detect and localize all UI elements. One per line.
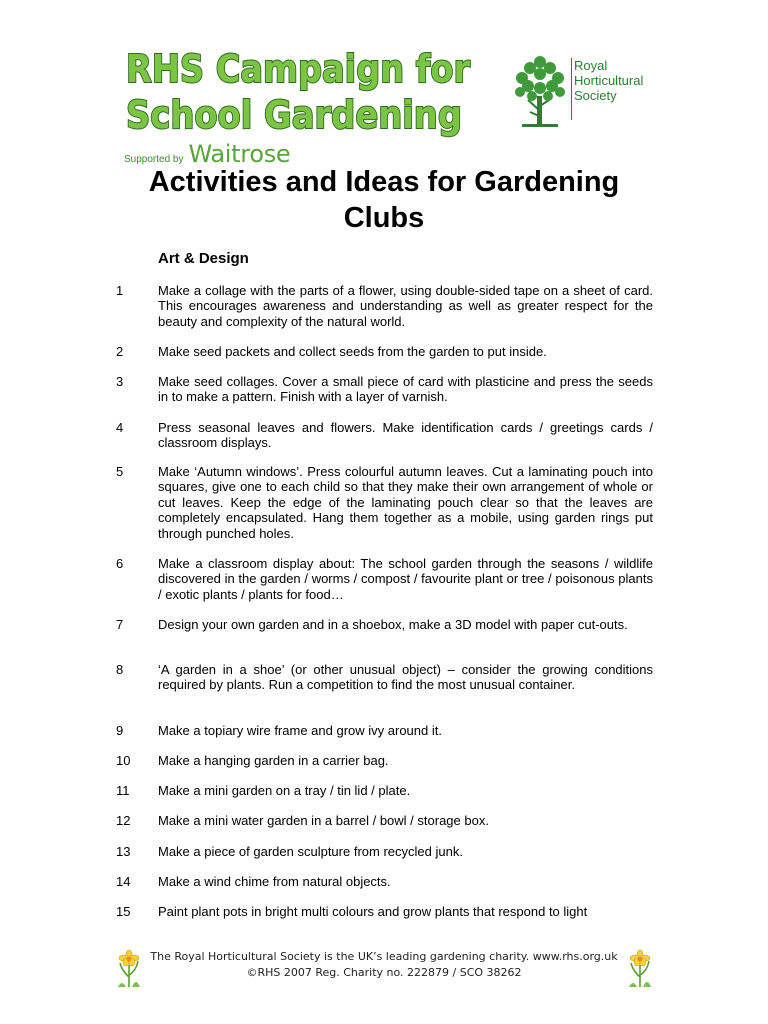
item-number: 14 [116,874,131,889]
item-number: 10 [116,753,131,768]
item-number: 11 [116,783,130,798]
item-number: 15 [116,904,131,919]
footer-copyright-text: ©RHS 2007 Reg. Charity no. 222879 / SCO 38262 [246,966,522,979]
footer-charity-text: The Royal Horticultural Society is the UK’s leading gardening charity. www.rhs.org.uk [150,950,618,963]
sponsor-logo: Waitrose [188,140,291,168]
campaign-title-line2: School Gardening [126,93,462,137]
item-number: 5 [116,464,124,479]
item-number: 4 [116,420,124,435]
campaign-title-line1: RHS Campaign for [126,47,471,91]
item-number: 2 [116,344,124,359]
item-number: 12 [116,813,131,828]
tree-icon [512,52,568,130]
item-text: Make a hanging garden in a carrier bag. [158,753,389,768]
daffodil-icon [627,947,653,987]
item-text: Make a topiary wire frame and grow ivy around it. [158,723,442,738]
rhs-wordmark-line: Royal [574,58,608,73]
item-text: Paint plant pots in bright multi colours and grow plants that respond to light [158,904,588,919]
item-number: 6 [116,556,124,571]
item-text: Make seed packets and collect seeds from the garden to put inside. [158,344,547,359]
rhs-wordmark-line: Society [574,88,617,103]
item-text: Design your own garden and in a shoebox, make a 3D model with paper cut-outs. [158,617,628,632]
rhs-wordmark-line: Horticultural [574,73,644,88]
item-text: Make a wind chime from natural objects. [158,874,391,889]
item-number: 9 [116,723,124,738]
item-text: ‘A garden in a shoe’ (or other unusual object) – consider the growing conditions required by plants. Run a competition to find the most unusual container. [158,662,653,693]
item-text: Make a collage with the parts of a flower, using double-sided tape on a sheet of card. This encourages awareness and understanding as well as greater respect for the beauty and complexity of the natural world. [158,283,653,329]
item-text: Press seasonal leaves and flowers. Make identification cards / greetings cards / classroom displays. [158,420,653,451]
rhs-wordmark [574,58,643,103]
document-title-line: Clubs [343,202,425,234]
supported-by-label: Supported by [124,154,184,165]
sponsor-line [124,140,290,166]
item-text: Make a mini garden on a tray / tin lid / plate. [158,783,411,798]
item-number: 7 [116,617,124,632]
section-heading: Art & Design [158,250,249,267]
document-title-line: Activities and Ideas for Gardening [148,166,620,198]
item-text: Make ‘Autumn windows’. Press colourful autumn leaves. Cut a laminating pouch into squares, give one to each child so that they make their own arrangement of whole or cut leaves. Keep the edge of the laminating pouch clear so that the leaves are completely encapsulated. Hang them together as a mobile, using garden rings put through punched holes. [158,464,653,541]
logo-divider [571,58,572,120]
item-text: Make a mini water garden in a barrel / bowl / storage box. [158,813,489,828]
daffodil-icon [116,947,142,987]
item-text: Make a classroom display about: The school garden through the seasons / wildlife discovered in the garden / worms / compost / favourite plant or tree / poisonous plants / exotic plants / plants for food… [158,556,653,602]
item-number: 8 [116,662,124,677]
item-number: 13 [116,844,131,859]
item-text: Make a piece of garden sculpture from recycled junk. [158,844,463,859]
document-title [90,164,678,236]
item-number: 1 [116,283,124,298]
campaign-logo [124,44,474,136]
item-number: 3 [116,374,124,389]
rhs-logo [512,52,662,130]
item-text: Make seed collages. Cover a small piece of card with plasticine and press the seeds in to make a pattern. Finish with a layer of varnish. [158,374,653,405]
